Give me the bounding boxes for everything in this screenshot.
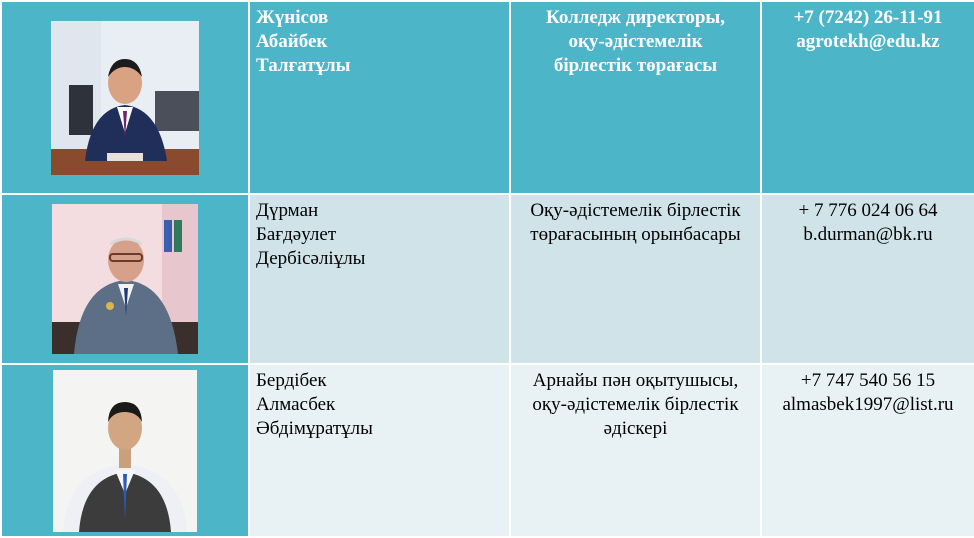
photo-cell xyxy=(1,364,249,537)
first-name: Абайбек xyxy=(256,31,328,52)
table-row xyxy=(1,364,974,537)
photo-cell xyxy=(1,1,249,194)
position-line: Колледж директоры, xyxy=(546,7,725,28)
photo-cell xyxy=(1,194,249,364)
surname: Бердібек xyxy=(256,370,327,391)
position-cell xyxy=(510,194,761,364)
email-link[interactable]: b.durman@bk.ru xyxy=(803,224,933,245)
person-photo xyxy=(51,21,199,175)
patronymic: Дербісәліұлы xyxy=(256,248,366,269)
name-cell xyxy=(249,1,510,194)
position-line: төрағасының орынбасары xyxy=(530,224,741,245)
position-line: әдіскері xyxy=(603,418,668,439)
position-line: бірлестік төрағасы xyxy=(553,55,718,76)
patronymic: Әбдімұратұлы xyxy=(256,418,373,439)
position-line: оқу-әдістемелік xyxy=(568,31,703,52)
surname: Жүнісов xyxy=(256,7,329,28)
position-line: оқу-әдістемелік бірлестік xyxy=(532,394,739,415)
person-photo xyxy=(53,370,197,532)
table-row xyxy=(1,1,974,194)
patronymic: Талғатұлы xyxy=(256,55,351,76)
name-cell xyxy=(249,194,510,364)
position-cell xyxy=(510,364,761,537)
email-link[interactable]: agrotekh@edu.kz xyxy=(796,31,940,52)
name-cell xyxy=(249,364,510,537)
table-row xyxy=(1,194,974,364)
email-link[interactable]: almasbek1997@list.ru xyxy=(782,394,954,415)
position-cell xyxy=(510,1,761,194)
position-line: Оқу-әдістемелік бірлестік xyxy=(530,200,741,221)
contact-cell xyxy=(761,364,974,537)
first-name: Алмасбек xyxy=(256,394,336,415)
contact-cell xyxy=(761,1,974,194)
position-line: Арнайы пән оқытушысы, xyxy=(532,370,739,391)
first-name: Бағдәулет xyxy=(256,224,337,245)
phone: +7 (7242) 26-11-91 xyxy=(793,7,943,28)
contact-cell xyxy=(761,194,974,364)
phone: + 7 776 024 06 64 xyxy=(798,200,938,221)
phone: +7 747 540 56 15 xyxy=(800,370,936,391)
person-photo xyxy=(52,204,198,354)
surname: Дүрман xyxy=(256,200,319,221)
